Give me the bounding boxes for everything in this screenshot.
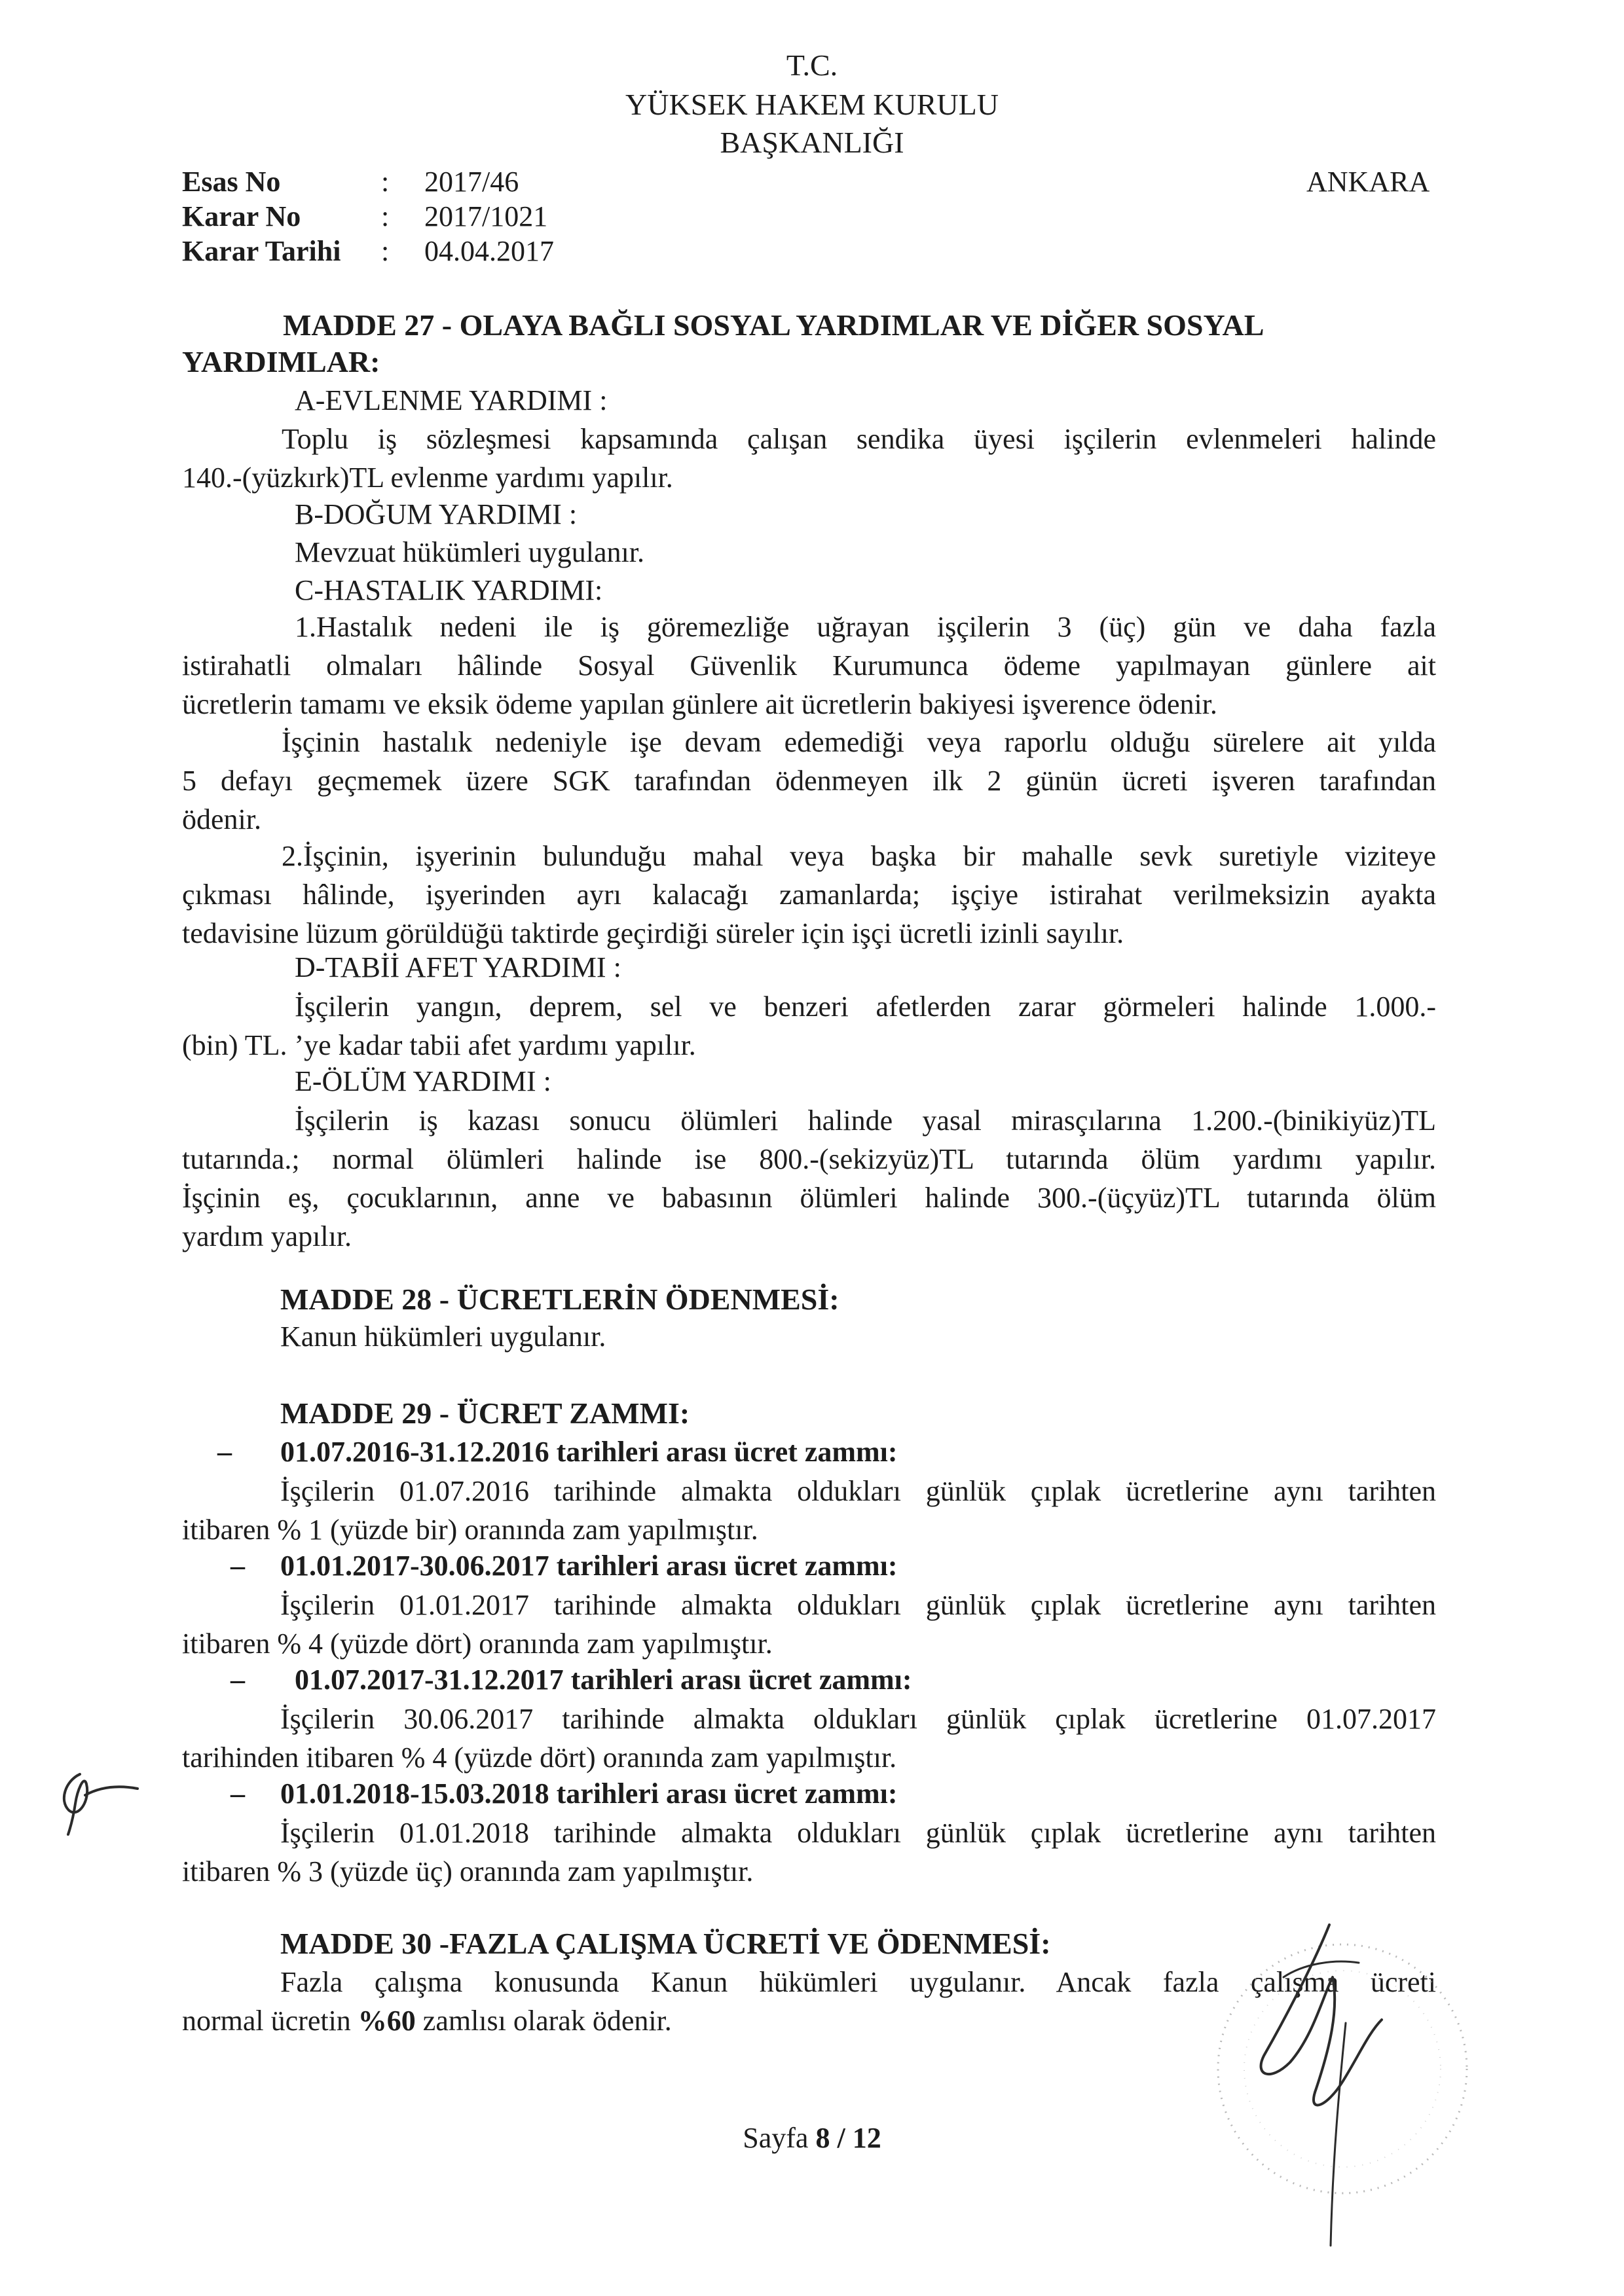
- bullet-dash: –: [231, 1550, 245, 1582]
- olum-line-1: İşçilerin iş kazası sonucu ölümleri halinde yasal mirasçılarına 1.200.-(binikiyüz)TL: [295, 1104, 1436, 1137]
- karar-label: Karar No: [182, 200, 301, 232]
- afet-title: D-TABİİ AFET YARDIMI :: [295, 951, 621, 983]
- hastalik-2-line-1: İşçinin hastalık nedeniyle işe devam edemediği veya raporlu olduğu sürelere ait yılda: [282, 726, 1436, 758]
- zam-period-3-title: 01.07.2017-31.12.2017 tarihleri arası ücret zammı:: [295, 1664, 912, 1696]
- olum-paragraph: [182, 1101, 1436, 1256]
- madde28-text: Kanun hükümleri uygulanır.: [280, 1321, 606, 1353]
- header-presidency: BAŞKANLIĞI: [720, 126, 904, 159]
- bullet-dash: –: [231, 1777, 245, 1810]
- esas-value: 2017/46: [424, 166, 519, 198]
- afet-paragraph: [182, 987, 1436, 1065]
- zam-period-2-paragraph: [182, 1586, 1436, 1663]
- karar-sep: :: [381, 200, 390, 232]
- olum-title: E-ÖLÜM YARDIMI :: [295, 1065, 551, 1097]
- hastalik-3-line-1: 2.İşçinin, işyerinin bulunduğu mahal veya başka bir mahalle sevk suretiyle viziteye: [282, 840, 1436, 872]
- hastalik-1-line-3: ücretlerin tamamı ve eksik ödeme yapılan günlere ait ücretlerin bakiyesi işverence ödenir.: [182, 688, 1217, 720]
- olum-line-2: tutarında.; normal ölümleri halinde ise 800.-(sekizyüz)TL tutarında ölüm yardımı yapılır.: [182, 1143, 1436, 1175]
- madde29-title: MADDE 29 - ÜCRET ZAMMI:: [280, 1396, 690, 1430]
- zam-3-line-2: tarihinden itibaren % 4 (yüzde dört) oranında zam yapılmıştır.: [182, 1741, 897, 1774]
- dogum-title: B-DOĞUM YARDIMI :: [295, 498, 578, 530]
- zam-period-4-paragraph: [182, 1813, 1436, 1891]
- hastalik-paragraph-2: [182, 723, 1436, 839]
- tarih-label: Karar Tarihi: [182, 235, 341, 267]
- zam-1-line-2: itibaren % 1 (yüzde bir) oranında zam yapılmıştır.: [182, 1514, 758, 1546]
- madde27-title-line1: MADDE 27 - OLAYA BAĞLI SOSYAL YARDIMLAR VE DİĞER SOSYAL: [283, 308, 1264, 342]
- madde27-title-line2: YARDIMLAR:: [182, 345, 380, 378]
- evlenme-title: A-EVLENME YARDIMI :: [295, 384, 608, 416]
- madde30-line-2-post: zamlısı olarak ödenir.: [415, 2005, 672, 2037]
- karar-value: 2017/1021: [424, 200, 548, 232]
- hastalik-3-line-2: çıkması hâlinde, işyerinden ayrı kalacağı zamanlarda; işçiye istirahat verilmeksizin ayakta: [182, 879, 1436, 911]
- madde30-line-2-pre: normal ücretin: [182, 2005, 358, 2037]
- esas-sep: :: [381, 166, 390, 198]
- dogum-text: Mevzuat hükümleri uygulanır.: [295, 536, 644, 568]
- zam-period-1-title: 01.07.2016-31.12.2016 tarihleri arası ücret zammı:: [280, 1436, 898, 1468]
- hastalik-1-line-2: istirahatli olmaları hâlinde Sosyal Güvenlik Kurumunca ödeme yapılmayan günlere ait: [182, 649, 1436, 682]
- faint-stamp-circle: [1218, 1944, 1467, 2193]
- esas-label: Esas No: [182, 166, 281, 198]
- afet-line-1: İşçilerin yangın, deprem, sel ve benzeri afetlerden zarar görmeleri halinde 1.000.-: [295, 991, 1436, 1023]
- hastalik-2-line-2: 5 defayı geçmemek üzere SGK tarafından ödenmeyen ilk 2 günün ücreti işveren tarafından: [182, 765, 1436, 797]
- page-number: 8 / 12: [815, 2122, 881, 2154]
- madde28-title: MADDE 28 - ÜCRETLERİN ÖDENMESİ:: [280, 1283, 840, 1316]
- zam-4-line-1: İşçilerin 01.01.2018 tarihinde almakta oldukları günlük çıplak ücretlerine aynı tarihten: [280, 1817, 1436, 1849]
- zam-period-1-paragraph: [182, 1472, 1436, 1549]
- tarih-sep: :: [381, 235, 390, 267]
- zam-2-line-2: itibaren % 4 (yüzde dört) oranında zam yapılmıştır.: [182, 1628, 773, 1660]
- hastalik-paragraph-1: [182, 608, 1436, 723]
- evlenme-line-2: 140.-(yüzkırk)TL evlenme yardımı yapılır.: [182, 462, 673, 494]
- olum-line-3: İşçinin eş, çocuklarının, anne ve babasının ölümleri halinde 300.-(üçyüz)TL tutarında ölüm: [182, 1182, 1436, 1214]
- header-city: ANKARA: [1306, 166, 1430, 198]
- afet-line-2: (bin) TL. ’ye kadar tabii afet yardımı yapılır.: [182, 1029, 696, 1061]
- zam-period-3-paragraph: [182, 1700, 1436, 1777]
- hastalik-2-line-3: ödenir.: [182, 803, 261, 835]
- madde30-line-1: Fazla çalışma konusunda Kanun hükümleri uygulanır. Ancak fazla çalışma ücreti: [280, 1966, 1436, 1998]
- zam-3-line-1: İşçilerin 30.06.2017 tarihinde almakta oldukları günlük çıplak ücretlerine 01.07.2017: [280, 1703, 1436, 1735]
- zam-1-line-1: İşçilerin 01.07.2016 tarihinde almakta oldukları günlük çıplak ücretlerine aynı tarihten: [280, 1475, 1436, 1507]
- madde30-percentage: %60: [358, 2005, 416, 2037]
- margin-initial-signature: [39, 1755, 151, 1840]
- zam-period-4-title: 01.01.2018-15.03.2018 tarihleri arası ücret zammı:: [280, 1777, 898, 1810]
- footer-label: Sayfa: [743, 2122, 816, 2154]
- official-signature-and-stamp: [1192, 1899, 1480, 2265]
- header-institution: YÜKSEK HAKEM KURULU: [625, 88, 999, 121]
- hastalik-title: C-HASTALIK YARDIMI:: [295, 574, 603, 606]
- hastalik-1-line-1: 1.Hastalık nedeni ile iş göremezliğe uğrayan işçilerin 3 (üç) gün ve daha fazla: [295, 611, 1436, 643]
- evlenme-paragraph: [182, 420, 1436, 497]
- zam-2-line-1: İşçilerin 01.01.2017 tarihinde almakta oldukları günlük çıplak ücretlerine aynı tarihten: [280, 1589, 1436, 1621]
- zam-period-2-title: 01.01.2017-30.06.2017 tarihleri arası ücret zammı:: [280, 1550, 898, 1582]
- madde30-title: MADDE 30 -FAZLA ÇALIŞMA ÜCRETİ VE ÖDENMESİ:: [280, 1927, 1051, 1960]
- header-tc: T.C.: [786, 48, 838, 82]
- evlenme-line-1: Toplu iş sözleşmesi kapsamında çalışan sendika üyesi işçilerin evlenmeleri halinde: [282, 423, 1436, 455]
- hastalik-paragraph-3: [182, 837, 1436, 953]
- hastalik-3-line-3: tedavisine lüzum görüldüğü taktirde geçirdiği süreler için işçi ücretli izinli sayılır.: [182, 917, 1124, 949]
- olum-line-4: yardım yapılır.: [182, 1220, 352, 1252]
- tarih-value: 04.04.2017: [424, 235, 554, 267]
- bullet-dash: –: [217, 1436, 232, 1468]
- zam-4-line-2: itibaren % 3 (yüzde üç) oranında zam yapılmıştır.: [182, 1855, 754, 1887]
- bullet-dash: –: [231, 1664, 245, 1696]
